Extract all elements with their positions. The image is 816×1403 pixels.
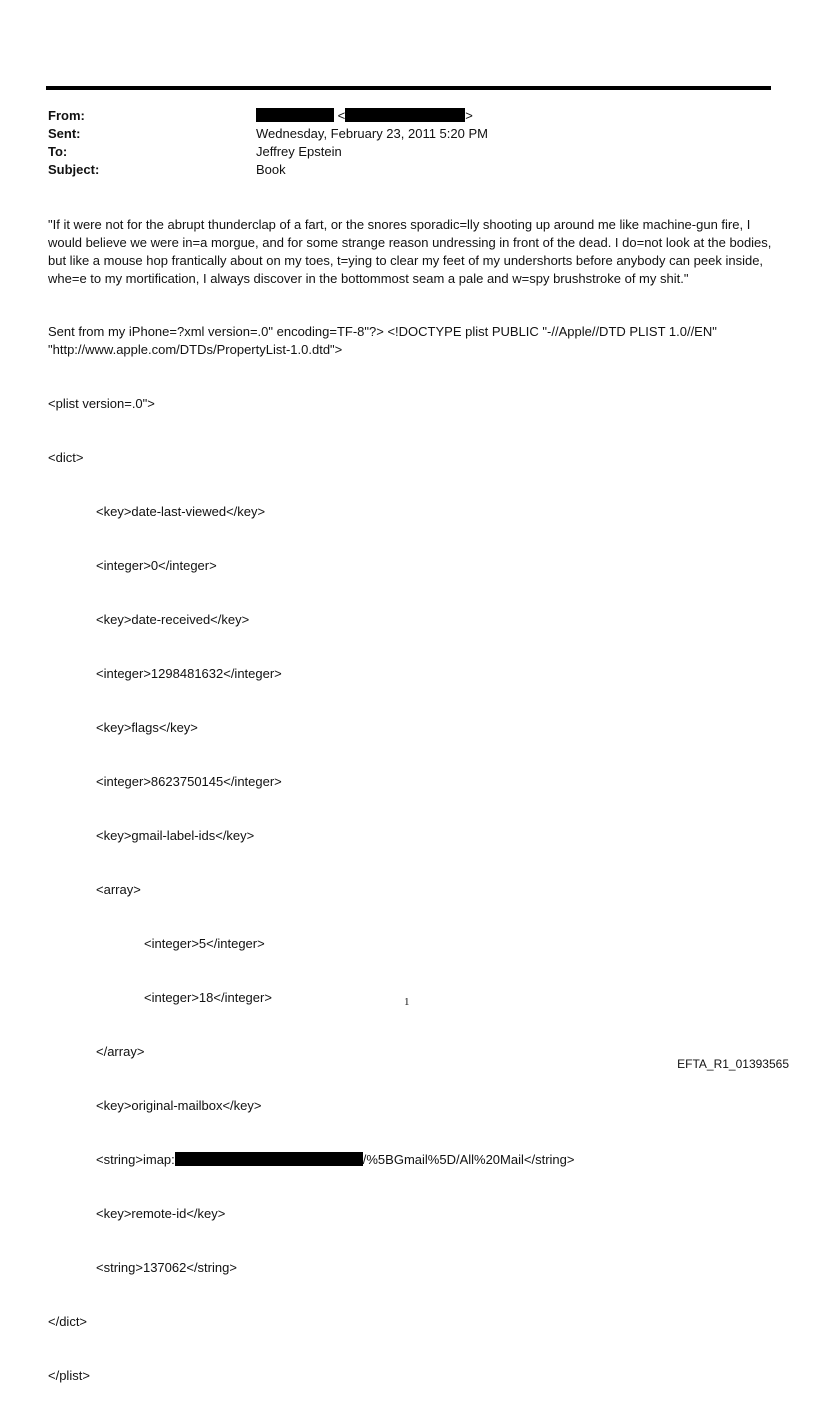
sent-label: Sent: bbox=[48, 126, 81, 141]
plist-line: <integer>5</integer> bbox=[144, 936, 265, 951]
header-rule bbox=[46, 86, 771, 90]
subject-value: Book bbox=[256, 162, 286, 177]
plist-line: </dict> bbox=[48, 1314, 88, 1329]
plist-line: <key>flags</key> bbox=[96, 720, 198, 735]
plist-line: <key>date-received</key> bbox=[96, 612, 250, 627]
to-value: Jeffrey Epstein bbox=[256, 144, 342, 159]
imap-prefix: <string>imap: bbox=[96, 1152, 175, 1167]
plist-line: <key>remote-id</key> bbox=[96, 1206, 226, 1221]
imap-suffix: /%5BGmail%5D/All%20Mail</string> bbox=[362, 1152, 575, 1167]
plist-line: </array> bbox=[96, 1044, 145, 1059]
plist-line: <key>date-last-viewed</key> bbox=[96, 504, 266, 519]
redaction-bar bbox=[175, 1152, 363, 1166]
plist-line: </plist> bbox=[48, 1368, 90, 1383]
bates-number: EFTA_R1_01393565 bbox=[677, 1057, 789, 1071]
quote-paragraph: "If it were not for the abrupt thunderclap of a fart, or the snores sporadic=lly shooting up around me like machine-gun fire, I would believe we were in=a morgue, and for some strange reason undressing in front of the dead. I do=not look at the bodies, but like a mouse hop frantically about on my toes, t=ying to clear my feet of my undershorts before anybody can peek inside, whe=e to my mortification, I always discover in the bottommost seam a pale and w=spy brushstroke of my shit." bbox=[48, 217, 772, 286]
redaction-bar bbox=[345, 108, 465, 122]
sent-value: Wednesday, February 23, 2011 5:20 PM bbox=[256, 126, 488, 141]
plist-line: <key>original-mailbox</key> bbox=[96, 1098, 262, 1113]
subject-label: Subject: bbox=[48, 162, 100, 177]
plist-line-imap bbox=[48, 1151, 574, 1169]
plist-line: <integer>18</integer> bbox=[144, 990, 272, 1005]
plist-line: <plist version=.0"> bbox=[48, 396, 155, 411]
plist-line: <integer>8623750145</integer> bbox=[96, 774, 282, 789]
redaction-bar bbox=[256, 108, 334, 122]
from-open-bracket: < bbox=[337, 108, 346, 123]
email-body bbox=[48, 216, 772, 288]
plist-line: <integer>1298481632</integer> bbox=[96, 666, 282, 681]
from-label: From: bbox=[48, 108, 85, 123]
sent-from-line: Sent from my iPhone=?xml version=.0" encoding=TF-8"?> <!DOCTYPE plist PUBLIC "-//Apple//DTD PLIST 1.0//EN" "http://www.apple.com/DTDs/PropertyList-1.0.dtd"> bbox=[48, 324, 717, 357]
plist-line: <string>137062</string> bbox=[96, 1260, 237, 1275]
to-label: To: bbox=[48, 144, 68, 159]
plist-line: <integer>0</integer> bbox=[96, 558, 217, 573]
plist-line: <array> bbox=[96, 882, 141, 897]
plist-line: <key>gmail-label-ids</key> bbox=[96, 828, 255, 843]
page-number: 1 bbox=[404, 996, 410, 1008]
from-value bbox=[256, 107, 473, 125]
from-close-bracket: > bbox=[465, 108, 473, 123]
plist-line: <dict> bbox=[48, 450, 84, 465]
plist-block bbox=[48, 359, 574, 1403]
